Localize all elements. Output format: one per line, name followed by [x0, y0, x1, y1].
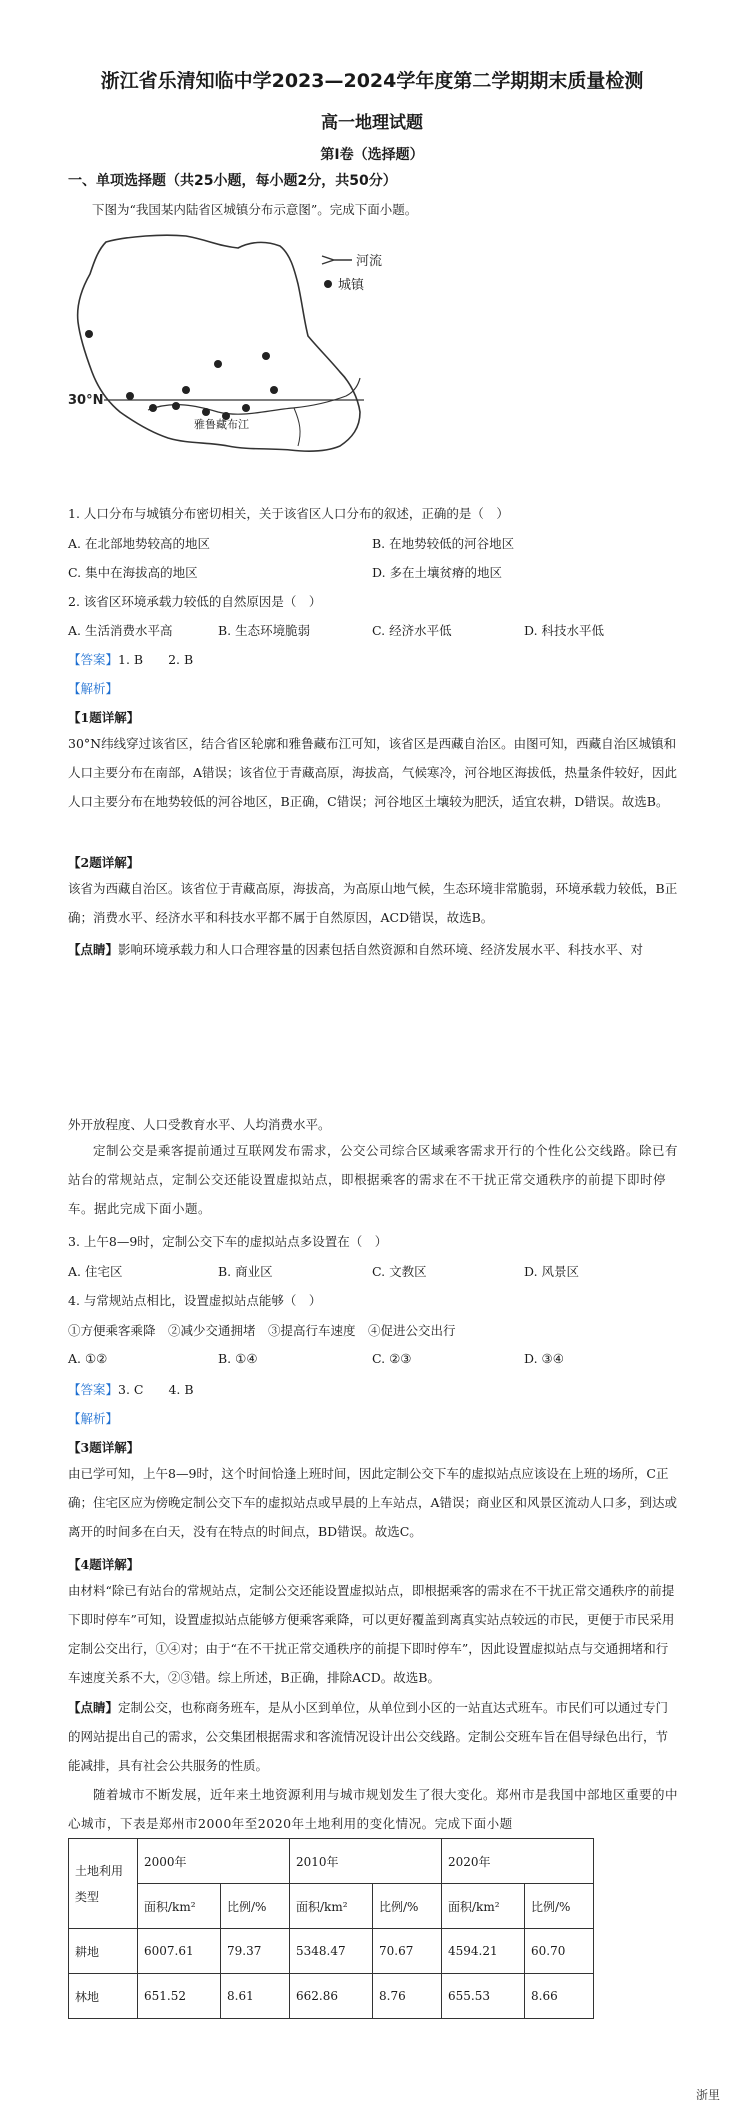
- table-cell: 60.70: [525, 1929, 594, 1974]
- q1-intro: 下图为“我国某内陆省区城镇分布示意图”。完成下面小题。: [92, 202, 418, 217]
- town-dot: [149, 404, 157, 412]
- town-dot: [242, 404, 250, 412]
- year-header: 2000年: [138, 1839, 290, 1884]
- q4-items: ①方便乘客乘降 ②减少交通拥堵 ③提高行车速度 ④促进公交出行: [68, 1323, 456, 1338]
- q1-option-d: D. 多在土壤贫瘠的地区: [372, 565, 503, 580]
- row-label: 林地: [69, 1974, 138, 2019]
- year-header: 2010年: [290, 1839, 442, 1884]
- q3-option-d: D. 风景区: [524, 1264, 580, 1279]
- q1-stem: 1. 人口分布与城镇分布密切相关，关于该省区人口分布的叙述，正确的是（ ）: [68, 506, 509, 521]
- q4-option-d: D. ③④: [524, 1351, 564, 1366]
- table-cell: 8.61: [221, 1974, 290, 2019]
- q3-option-b: B. 商业区: [218, 1264, 273, 1279]
- province-town-map: [68, 232, 430, 460]
- river-branch: [294, 408, 300, 446]
- river-line: [148, 378, 360, 414]
- answer-1-2: [68, 650, 688, 668]
- town-dot: [270, 386, 278, 394]
- dianjing-tag: 【点睛】: [68, 1700, 119, 1715]
- answer-value: 1. B 2. B: [118, 652, 194, 667]
- dianjing-tag: 【点睛】: [68, 942, 119, 957]
- q2-stem: 2. 该省区环境承载力较低的自然原因是（ ）: [68, 594, 322, 609]
- dianjing-text: 影响环境承载力和人口合理容量的因素包括自然资源和自然环境、经济发展水平、科技水平、对: [118, 942, 644, 957]
- q4-option-c: C. ②③: [372, 1351, 412, 1366]
- exam-title: 浙江省乐清知临中学2023—2024学年度第二学期期末质量检测: [100, 70, 644, 92]
- town-dot: [182, 386, 190, 394]
- footer-watermark: 浙里: [695, 2088, 720, 2102]
- q2-option-c: C. 经济水平低: [372, 623, 452, 638]
- table-row: [69, 1974, 594, 2019]
- town-dot: [262, 352, 270, 360]
- q4-stem: 4. 与常规站点相比，设置虚拟站点能够（ ）: [68, 1293, 322, 1308]
- passage-3: 随着城市不断发展，近年来土地资源利用与城市规划发生了很大变化。郑州市是我国中部地区重要的中心城市，下表是郑州市2000年至2020年土地利用的变化情况。完成下面小题: [68, 1787, 679, 1831]
- passage-2: 定制公交是乘客提前通过互联网发布需求，公交公司综合区域乘客需求开行的个性化公交线路。除已有站台的常规站点，定制公交还能设置虚拟站点，即根据乘客的需求在不干扰正常交通秩序的前提下即时停车。据此完成下面小题。: [68, 1143, 679, 1216]
- answer-tag: 【答案】: [68, 652, 119, 667]
- legend-town-label: 城镇: [338, 278, 365, 293]
- q1-option-b: B. 在地势较低的河谷地区: [372, 536, 515, 551]
- dianjing-text: 定制公交，也称商务班车，是从小区到单位，从单位到小区的一站直达式班车。市民们可以通过专门的网站提出自己的需求，公交集团根据需求和客流情况设计出公交线路。定制公交班车旨在倡导绿色出行，节能减排，具有社会公共服务的性质。: [68, 1700, 669, 1773]
- table-cell: 5348.47: [290, 1929, 373, 1974]
- q2-option-d: D. 科技水平低: [524, 623, 605, 638]
- town-dot: [202, 408, 210, 416]
- town-dot: [85, 330, 93, 338]
- town-dot: [214, 360, 222, 368]
- detail-4-tag: 【4题详解】: [68, 1557, 140, 1572]
- table-cell: 4594.21: [442, 1929, 525, 1974]
- answer-tag: 【答案】: [68, 1382, 119, 1397]
- section-heading: 一、单项选择题（共25小题，每小题2分，共50分）: [68, 173, 397, 189]
- q4-option-a: A. ①②: [68, 1351, 108, 1366]
- q1-option-c: C. 集中在海拔高的地区: [68, 565, 198, 580]
- detail-3-text: 由已学可知，上午8—9时，这个时间恰逢上班时间，因此定制公交下车的虚拟站点应该设在上班的场所，C正确；住宅区应为傍晚定制公交下车的虚拟站点或早晨的上车站点，A错误；商业区和风景区流动人口多，到达或离开的时间多在白天，没有在特点的时间点，BD错误。故选C。: [68, 1466, 678, 1539]
- detail-2-text: 该省为西藏自治区。该省位于青藏高原，海拔高，为高原山地气候，生态环境非常脆弱，环境承载力较低，B正确；消费水平、经济水平和科技水平都不属于自然原因，ACD错误，故选B。: [68, 881, 678, 925]
- ratio-header: 比例/%: [373, 1884, 442, 1929]
- town-dot: [172, 402, 180, 410]
- table-cell: 651.52: [138, 1974, 221, 2019]
- detail-1-text: 30°N纬线穿过该省区，结合省区轮廓和雅鲁藏布江可知，该省区是西藏自治区。由图可知，西藏自治区城镇和人口主要分布在南部，A错误；该省位于青藏高原，海拔高，气候寒冷，河谷地区海拔低，热量条件较好，因此人口主要分布在地势较低的河谷地区，B正确，C错误；河谷地区土壤较为肥沃，适宜农耕，D错误。故选B。: [68, 736, 678, 809]
- ratio-header: 比例/%: [221, 1884, 290, 1929]
- q4-option-b: B. ①④: [218, 1351, 258, 1366]
- answer-3-4: [68, 1380, 688, 1398]
- legend-river-symbol: [322, 256, 352, 264]
- table-cell: 6007.61: [138, 1929, 221, 1974]
- detail-4-text: 由材料“除已有站台的常规站点，定制公交还能设置虚拟站点，即根据乘客的需求在不干扰正常交通秩序的前提下即时停车”可知，设置虚拟站点能够方便乘客乘降，可以更好覆盖到离真实站点较远的市民，更便于市民采用定制公交出行，①④对；由于“在不干扰正常交通秩序的前提下即时停车”，因此设置虚拟站点与交通拥堵和行车速度关系不大，②③错。综上所述，B正确，排除ACD。故选B。: [68, 1583, 675, 1685]
- table-cell: 70.67: [373, 1929, 442, 1974]
- area-header: 面积/km²: [442, 1884, 525, 1929]
- table-cell: 8.66: [525, 1974, 594, 2019]
- q1-option-a: A. 在北部地势较高的地区: [68, 536, 210, 551]
- volume-label: 第Ⅰ卷（选择题）: [320, 147, 424, 163]
- detail-1-tag: 【1题详解】: [68, 710, 140, 725]
- detail-3-tag: 【3题详解】: [68, 1440, 140, 1455]
- type-header: 土地利用类型: [69, 1839, 138, 1929]
- legend-town-symbol: [324, 280, 332, 288]
- ratio-header: 比例/%: [525, 1884, 594, 1929]
- row-label: 耕地: [69, 1929, 138, 1974]
- table-cell: 8.76: [373, 1974, 442, 2019]
- q2-option-b: B. 生态环境脆弱: [218, 623, 311, 638]
- q3-option-a: A. 住宅区: [68, 1264, 123, 1279]
- q3-option-c: C. 文教区: [372, 1264, 427, 1279]
- latitude-label: 30°N: [68, 393, 104, 408]
- table-row: [69, 1929, 594, 1974]
- year-header: 2020年: [442, 1839, 594, 1884]
- q3-stem: 3. 上午8—9时，定制公交下车的虚拟站点多设置在（ ）: [68, 1234, 388, 1249]
- area-header: 面积/km²: [290, 1884, 373, 1929]
- area-header: 面积/km²: [138, 1884, 221, 1929]
- detail-2-tag: 【2题详解】: [68, 855, 140, 870]
- town-dot: [126, 392, 134, 400]
- answer-value: 3. C 4. B: [118, 1382, 194, 1397]
- dianjing-2: [68, 1693, 678, 1780]
- dianjing-1: [68, 940, 688, 958]
- river-name-label: 雅鲁藏布江: [194, 418, 249, 431]
- exam-subtitle: 高一地理试题: [321, 113, 423, 133]
- q2-option-a: A. 生活消费水平高: [68, 623, 173, 638]
- analysis-tag: 【解析】: [68, 1411, 119, 1426]
- analysis-tag: 【解析】: [68, 681, 119, 696]
- land-use-table: [68, 1838, 594, 2019]
- table-cell: 79.37: [221, 1929, 290, 1974]
- table-cell: 662.86: [290, 1974, 373, 2019]
- table-cell: 655.53: [442, 1974, 525, 2019]
- dianjing-1-continued: 外开放程度、人口受教育水平、人均消费水平。: [68, 1117, 331, 1132]
- legend-river-label: 河流: [356, 254, 383, 269]
